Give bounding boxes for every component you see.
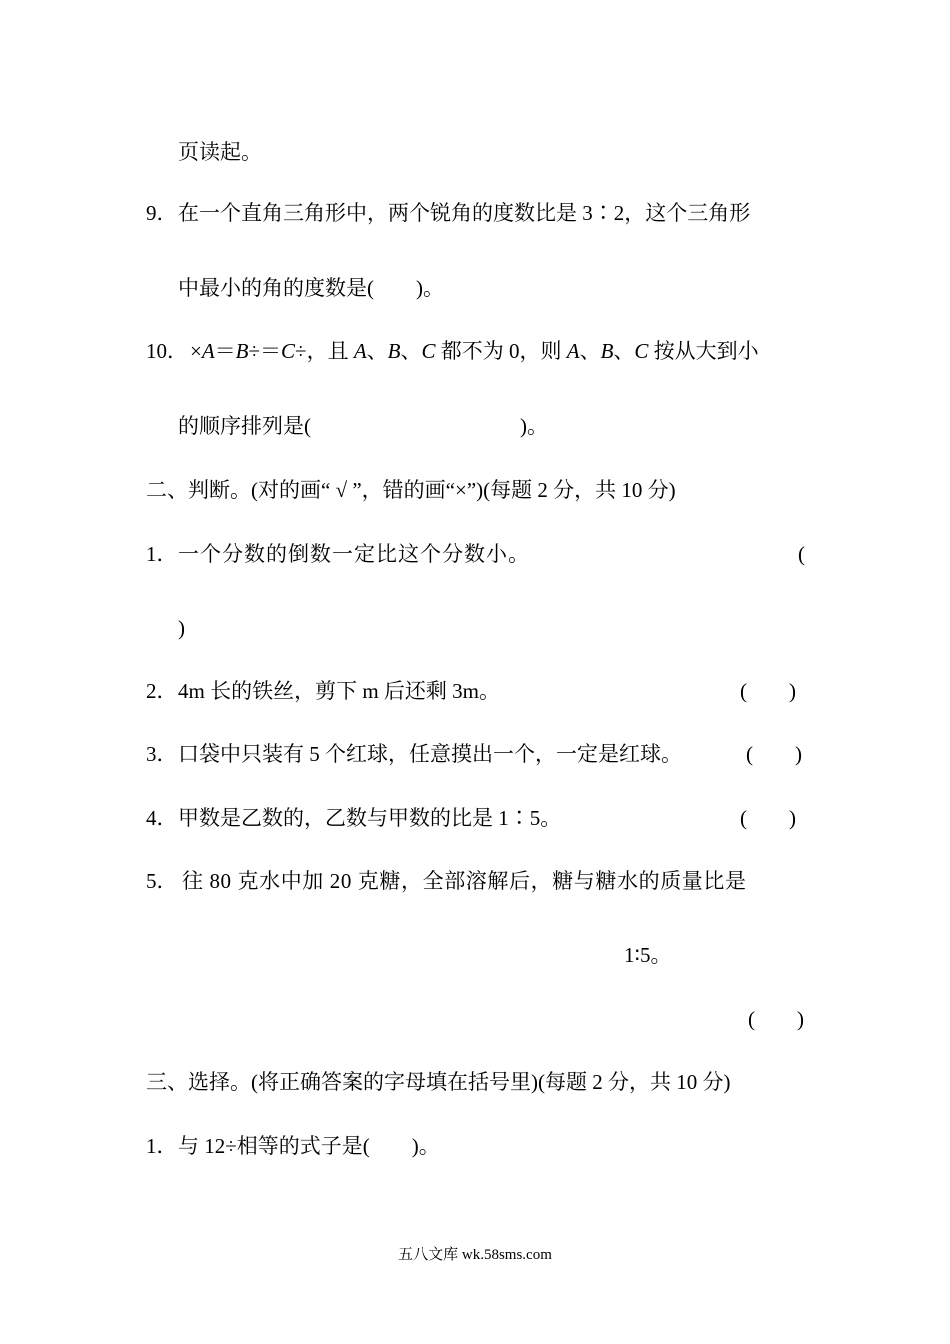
s2-item3-bracket: ( ) xyxy=(746,742,802,766)
s3-item1-number: 1． xyxy=(146,1134,178,1158)
s2-item1-number: 1． xyxy=(146,542,178,566)
s2-item3-number: 3． xyxy=(146,742,178,766)
s2-item4-text: 甲数是乙数的，乙数与甲数的比是 1∶5。 xyxy=(178,806,562,830)
s2-item5-tail: 1∶5。 xyxy=(624,943,672,967)
q10-sep: 、 xyxy=(366,339,388,363)
prev-question-tail: 页读起。 xyxy=(178,140,262,164)
q10-div: ÷＝ xyxy=(248,339,282,363)
s2-item1-text: 一个分数的倒数一定比这个分数小。 xyxy=(178,542,530,566)
s2-item3-text: 口袋中只装有 5 个红球，任意摸出一个，一定是红球。 xyxy=(178,742,682,766)
q9-text-line2: 中最小的角的度数是( )。 xyxy=(178,276,444,300)
s2-item5-text: 往 80 克水中加 20 克糖，全部溶解后，糖与糖水的质量比是 xyxy=(182,869,747,893)
var-a: A xyxy=(353,339,367,363)
q9-number: 9． xyxy=(146,201,178,225)
s2-item1-open-paren: ( xyxy=(798,542,805,566)
q10-sep: 、 xyxy=(613,339,635,363)
var-c: C xyxy=(421,339,436,363)
var-b: B xyxy=(387,339,401,363)
var-a: A xyxy=(201,339,215,363)
var-b: B xyxy=(600,339,614,363)
s2-item2-bracket: ( ) xyxy=(740,679,796,703)
s3-item1-text: 与 12÷相等的式子是( )。 xyxy=(178,1134,440,1158)
q10-sep: 、 xyxy=(400,339,422,363)
footer-watermark: 五八文库 wk.58sms.com xyxy=(398,1247,552,1263)
s2-item5-bracket: ( ) xyxy=(748,1007,804,1031)
s2-item1-close-paren: ) xyxy=(178,616,185,640)
q10-sep: 、 xyxy=(579,339,601,363)
s2-item5-number: 5． xyxy=(146,869,178,893)
var-c: C xyxy=(634,339,649,363)
s2-item4-number: 4． xyxy=(146,806,178,830)
s2-item4-bracket: ( ) xyxy=(740,806,796,830)
q10-div2: ÷，且 xyxy=(295,339,354,363)
q10-number: 10． xyxy=(146,339,188,363)
var-b: B xyxy=(235,339,249,363)
q10-text-line1 xyxy=(190,337,759,365)
var-a: A xyxy=(566,339,580,363)
q10-pre: × xyxy=(190,339,202,363)
q10-end: 按从大到小 xyxy=(648,339,759,363)
q10-eq: ＝ xyxy=(214,339,236,363)
section2-title: 二、判断。(对的画“ √ ”，错的画“×”)(每题 2 分，共 10 分) xyxy=(146,478,676,502)
s2-item2-text: 4m 长的铁丝，剪下 m 后还剩 3m。 xyxy=(178,679,501,703)
q10-text-line2-start: 的顺序排列是( xyxy=(178,414,311,438)
var-c: C xyxy=(281,339,296,363)
q10-mid: 都不为 0，则 xyxy=(435,339,567,363)
q9-text-line1: 在一个直角三角形中，两个锐角的度数比是 3∶2，这个三角形 xyxy=(178,201,751,225)
q10-text-line2-end: )。 xyxy=(520,414,548,438)
s2-item2-number: 2． xyxy=(146,679,178,703)
section3-title: 三、选择。(将正确答案的字母填在括号里)(每题 2 分，共 10 分) xyxy=(146,1070,731,1094)
